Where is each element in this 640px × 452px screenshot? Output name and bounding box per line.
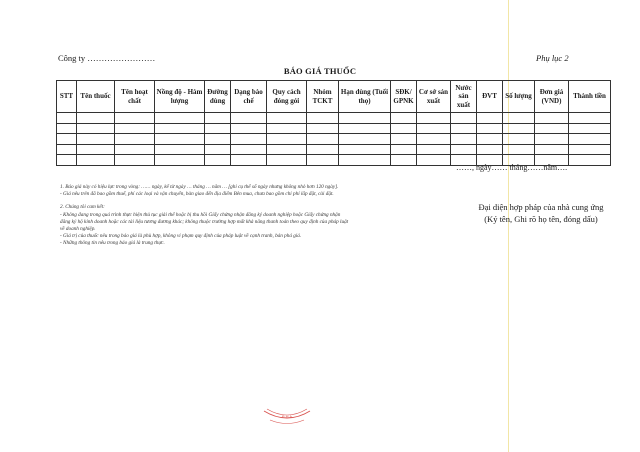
- note-commitment-a: - Không đang trong quá trình thực hiện thủ tục giải thể hoặc bị thu hồi Giấy chứng nhận đăng ký doanh nghiệp hoặc Giấy chứng nhận đăng ký hộ kinh doanh hoặc các tài liệu tương đương khác; không thuộc trường hợp mất khả năng thanh toán theo quy định của pháp luật về doanh nghiệp.: [60, 211, 349, 232]
- table-cell: [205, 113, 231, 124]
- table-cell: [115, 144, 155, 155]
- col-header: Cơ sở sản xuất: [417, 81, 451, 113]
- table-cell: [205, 123, 231, 134]
- signature-block: [446, 201, 636, 226]
- col-header: Đơn giá (VND): [535, 81, 569, 113]
- table-cell: [231, 155, 267, 166]
- table-row: [57, 144, 611, 155]
- col-header: Tên hoạt chất: [115, 81, 155, 113]
- table-row: [57, 113, 611, 124]
- table-cell: [231, 134, 267, 145]
- table-cell: [77, 113, 115, 124]
- table-cell: [535, 113, 569, 124]
- table-cell: [307, 113, 339, 124]
- col-header: Hạn dùng (Tuổi thọ): [339, 81, 391, 113]
- table-cell: [267, 144, 307, 155]
- table-cell: [155, 113, 205, 124]
- table-cell: [391, 113, 417, 124]
- table-body: [57, 113, 611, 166]
- table-cell: [267, 134, 307, 145]
- col-header: Nước sản xuất: [451, 81, 477, 113]
- table-cell: [477, 134, 503, 145]
- table-cell: [57, 123, 77, 134]
- company-name: Công ty ……………………: [58, 53, 156, 63]
- table-cell: [77, 123, 115, 134]
- table-cell: [535, 144, 569, 155]
- col-header: Đường dùng: [205, 81, 231, 113]
- table-cell: [477, 113, 503, 124]
- table-cell: [339, 113, 391, 124]
- note-commitment-c: - Những thông tin nêu trong báo giá là trung thực.: [60, 240, 165, 247]
- table-cell: [569, 113, 611, 124]
- table-cell: [339, 155, 391, 166]
- col-header: SĐK/ GPNK: [391, 81, 417, 113]
- table-cell: [569, 155, 611, 166]
- table-cell: [391, 134, 417, 145]
- table-cell: [535, 123, 569, 134]
- price-quote-table: [56, 80, 611, 166]
- table-cell: [115, 134, 155, 145]
- table-cell: [155, 144, 205, 155]
- table-cell: [57, 155, 77, 166]
- appendix-label: Phụ lục 2: [536, 53, 569, 63]
- table-cell: [569, 134, 611, 145]
- col-header: Nhóm TCKT: [307, 81, 339, 113]
- table-cell: [57, 113, 77, 124]
- table-cell: [115, 123, 155, 134]
- table-cell: [77, 155, 115, 166]
- table-cell: [391, 123, 417, 134]
- table-row: [57, 123, 611, 134]
- table-cell: [57, 134, 77, 145]
- table-cell: [205, 144, 231, 155]
- table-cell: [477, 123, 503, 134]
- table-cell: [267, 155, 307, 166]
- table-row: [57, 134, 611, 145]
- stamp-text: P H A: [281, 414, 293, 419]
- col-header: Dạng bào chế: [231, 81, 267, 113]
- table-cell: [417, 113, 451, 124]
- table-cell: [339, 123, 391, 134]
- table-cell: [77, 144, 115, 155]
- note-commitment-title: 2. Chúng tôi cam kết:: [60, 204, 105, 211]
- table-cell: [205, 155, 231, 166]
- table-cell: [417, 123, 451, 134]
- table-cell: [231, 144, 267, 155]
- table-cell: [569, 144, 611, 155]
- table-cell: [307, 134, 339, 145]
- date-line: ……, ngày…… tháng……năm….: [456, 163, 568, 172]
- table-cell: [503, 113, 535, 124]
- col-header: Thành tiền: [569, 81, 611, 113]
- table-cell: [477, 144, 503, 155]
- table-cell: [417, 155, 451, 166]
- table-cell: [503, 144, 535, 155]
- col-header: ĐVT: [477, 81, 503, 113]
- table-cell: [267, 113, 307, 124]
- col-header: Số lượng: [503, 81, 535, 113]
- document-title: BÁO GIÁ THUỐC: [283, 66, 357, 76]
- table-cell: [267, 123, 307, 134]
- table-cell: [155, 123, 205, 134]
- table-cell: [231, 123, 267, 134]
- table-cell: [231, 113, 267, 124]
- note-price-scope: - Giá nêu trên đã bao gồm thuế, phí các loại và vận chuyển, bàn giao đến địa điểm Bên mua, chưa bao gồm chi phí lắp đặt, cài đặt.: [60, 191, 334, 198]
- col-header: Nồng độ - Hàm lượng: [155, 81, 205, 113]
- table-cell: [77, 134, 115, 145]
- table-cell: [451, 113, 477, 124]
- table-cell: [451, 134, 477, 145]
- table-cell: [569, 123, 611, 134]
- table-cell: [155, 134, 205, 145]
- representative-title: Đại diện hợp pháp của nhà cung ứng: [478, 202, 604, 212]
- table-cell: [307, 155, 339, 166]
- table-cell: [451, 123, 477, 134]
- table-cell: [503, 134, 535, 145]
- table-cell: [417, 144, 451, 155]
- note-commitment-b: - Giá trị của thuốc nêu trong báo giá là phù hợp, không vi phạm quy định của pháp luật về cạnh tranh, bán phá giá.: [60, 233, 302, 240]
- col-header: Tên thuốc: [77, 81, 115, 113]
- table-cell: [503, 123, 535, 134]
- table-cell: [391, 155, 417, 166]
- table-cell: [155, 155, 205, 166]
- table-cell: [339, 144, 391, 155]
- table-cell: [451, 144, 477, 155]
- signature-instruction: (Ký tên, Ghi rõ họ tên, đóng dấu): [484, 214, 598, 225]
- table-cell: [391, 144, 417, 155]
- col-header: STT: [57, 81, 77, 113]
- table-cell: [205, 134, 231, 145]
- table-cell: [339, 134, 391, 145]
- table-cell: [307, 144, 339, 155]
- col-header: Quy cách đóng gói: [267, 81, 307, 113]
- table-cell: [417, 134, 451, 145]
- note-validity: 1. Báo giá này có hiệu lực trong vòng: …… ngày, kể từ ngày … tháng … năm … [ghi cụ thể số ngày nhưng không nhỏ hơn 120 ngày].: [60, 184, 339, 190]
- table-cell: [307, 123, 339, 134]
- table-header-row: [57, 81, 611, 113]
- table-cell: [115, 155, 155, 166]
- red-stamp-mark: [262, 405, 312, 427]
- table-cell: [115, 113, 155, 124]
- notes-block: [60, 184, 350, 247]
- table-cell: [57, 144, 77, 155]
- table-cell: [535, 134, 569, 145]
